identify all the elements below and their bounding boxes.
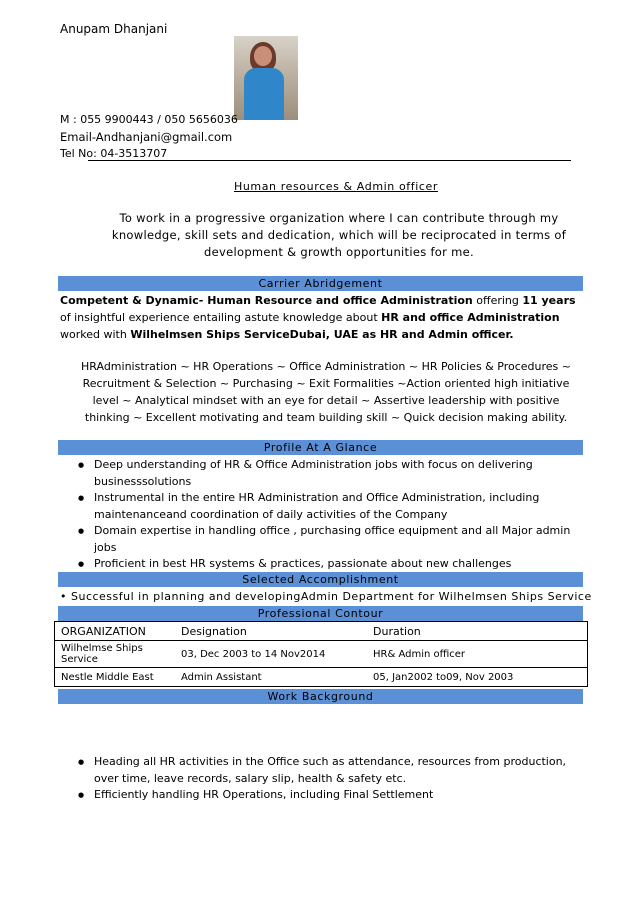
list-item: ● Proficient in best HR systems & practices, passionate about new challenges	[60, 556, 588, 573]
accomplishment-item: • Successful in planning and developingAdmin Department for Wilhelmsen Ships Service	[60, 590, 592, 603]
table-cell: Nestle Middle East	[55, 668, 176, 687]
section-header-contour: Professional Contour	[58, 606, 583, 621]
table-cell: 05, Jan2002 to09, Nov 2003	[367, 668, 588, 687]
carrier-summary-text-1: offering	[472, 294, 523, 307]
table-row	[55, 668, 588, 687]
table-cell: HR& Admin officer	[367, 641, 588, 668]
email-address: Email-Andhanjani@gmail.com	[60, 130, 233, 144]
resume-title: Human resources & Admin officer	[233, 180, 439, 193]
profile-photo	[234, 36, 298, 120]
section-header-accomplishment: Selected Accomplishment	[58, 572, 583, 587]
list-item: ● Deep understanding of HR & Office Administration jobs with focus on delivering businesssolutions	[60, 457, 588, 490]
list-item: ● Domain expertise in handling office , purchasing office equipment and all Major admin jobs	[60, 523, 588, 556]
list-item: ● Heading all HR activities in the Office such as attendance, resources from production, over time, leave records, salary slip, health & safety etc.	[60, 754, 588, 787]
carrier-summary-bold-3: HR and office Administration	[381, 311, 560, 324]
carrier-summary-text-2: of insightful experience entailing astute knowledge about	[60, 311, 382, 324]
table-row	[55, 641, 588, 668]
carrier-summary	[60, 292, 586, 343]
list-item: ● Instrumental in the entire HR Administration and Office Administration, including maintenanceand coordination of daily activities of the Company	[60, 490, 588, 523]
profile-list	[60, 457, 588, 573]
carrier-summary-bold-2: 11 years	[522, 294, 576, 307]
phone-number: M : 055 9900443 / 050 5656036	[60, 113, 238, 126]
table-header-designation: Designation	[175, 622, 367, 641]
table-header-duration: Duration	[367, 622, 588, 641]
table-header-row	[55, 622, 588, 641]
list-item: ● Efficiently handling HR Operations, including Final Settlement	[60, 787, 588, 804]
section-header-carrier: Carrier Abridgement	[58, 276, 583, 291]
section-header-profile: Profile At A Glance	[58, 440, 583, 455]
header-divider	[88, 160, 571, 161]
tel-number: Tel No: 04-3513707	[60, 147, 168, 160]
table-cell: Wilhelmse Ships Service	[55, 641, 176, 668]
table-cell: Admin Assistant	[175, 668, 367, 687]
carrier-keywords: HRAdministration ~ HR Operations ~ Office Administration ~ HR Policies & Procedures ~ Recruitment & Selection ~ Purchasing ~ Exit Formalities ~Action oriented high initiative level ~ Analytical mindset with an eye for detail ~ Assertive leadership with positive thinking ~ Excellent motivating and team building skill ~ Quick decision making ability.	[81, 360, 571, 424]
carrier-summary-bold-4: Wilhelmsen Ships ServiceDubai, UAE as HR and Admin officer.	[130, 328, 514, 341]
career-objective: To work in a progressive organization where I can contribute through my knowledge, skill sets and dedication, which will be reciprocated in terms of development & growth opportunities for me.	[111, 211, 567, 259]
photo-face	[254, 46, 272, 66]
carrier-summary-bold-1: Competent & Dynamic- Human Resource and office Administration	[60, 294, 473, 307]
candidate-name: Anupam Dhanjani	[60, 22, 168, 36]
professional-contour-table	[54, 621, 588, 687]
section-header-work: Work Background	[58, 689, 583, 704]
table-header-organization: ORGANIZATION	[55, 622, 176, 641]
table-cell: 03, Dec 2003 to 14 Nov2014	[175, 641, 367, 668]
photo-body	[244, 68, 284, 120]
work-list	[60, 754, 588, 804]
carrier-summary-text-3: worked with	[60, 328, 131, 341]
